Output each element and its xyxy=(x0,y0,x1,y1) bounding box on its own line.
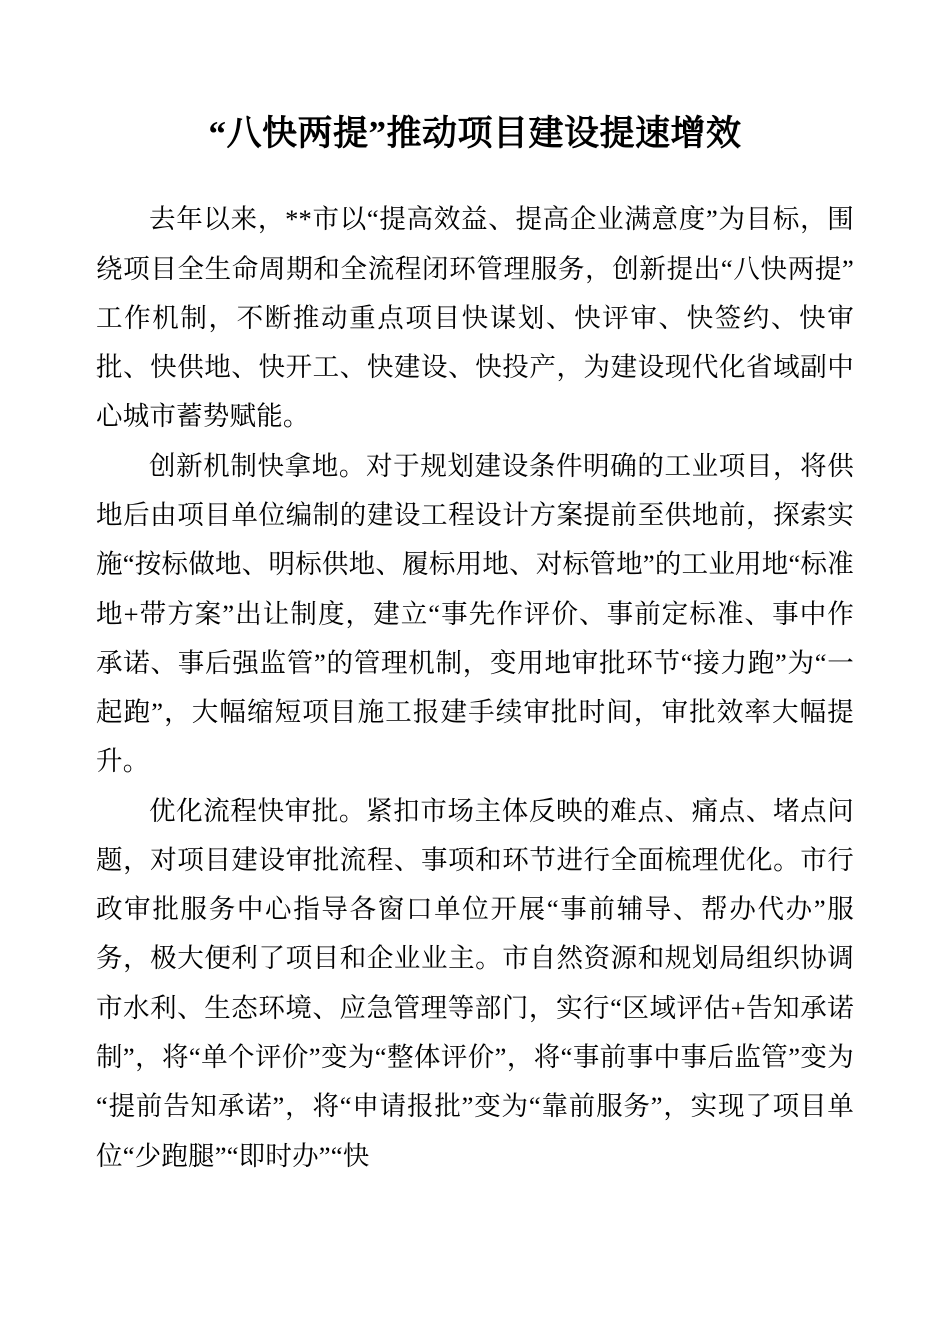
document-body xyxy=(96,195,854,1181)
page-title: “八快两提”推动项目建设提速增效 xyxy=(208,114,742,153)
paragraph-1: 去年以来，**市以“提高效益、提高企业满意度”为目标，围绕项目全生命周期和全流程闭环管理服务，创新提出“八快两提”工作机制，不断推动重点项目快谋划、快评审、快签约、快审批、快供地、快开工、快建设、快投产，为建设现代化省域副中心城市蓄势赋能。 xyxy=(96,204,854,432)
paragraph-2: 创新机制快拿地。对于规划建设条件明确的工业项目，将供地后由项目单位编制的建设工程设计方案提前至供地前，探索实施“按标做地、明标供地、履标用地、对标管地”的工业用地“标准地+带方案”出让制度，建立“事先作评价、事前定标准、事中作承诺、事后强监管”的管理机制，变用地审批环节“接力跑”为“一起跑”，大幅缩短项目施工报建手续审批时间，审批效率大幅提升。 xyxy=(96,450,854,777)
paragraph-3: 优化流程快审批。紧扣市场主体反映的难点、痛点、堵点问题，对项目建设审批流程、事项和环节进行全面梳理优化。市行政审批服务中心指导各窗口单位开展“事前辅导、帮办代办”服务，极大便利了项目和企业业主。市自然资源和规划局组织协调市水利、生态环境、应急管理等部门，实行“区域评估+告知承诺制”，将“单个评价”变为“整体评价”，将“事前事中事后监管”变为“提前告知承诺”，将“申请报批”变为“靠前服务”，实现了项目单位“少跑腿”“即时办”“快 xyxy=(96,795,854,1171)
